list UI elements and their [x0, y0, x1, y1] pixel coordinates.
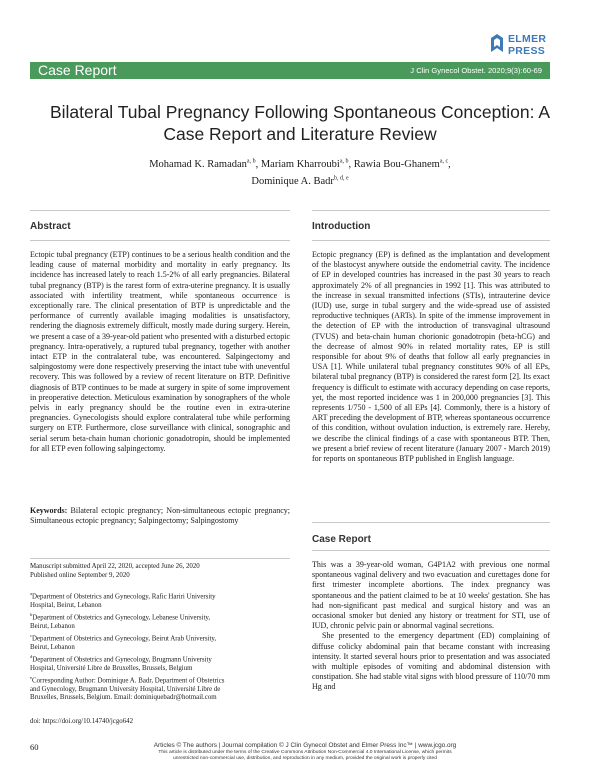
- author: Mariam Kharroubi$^{a, b}$,: [260, 158, 354, 170]
- column-divider: [30, 210, 290, 211]
- manuscript-dates: Manuscript submitted April 22, 2020, accepted June 26, 2020 Published online September 9, 2020: [30, 563, 200, 580]
- journal-citation: J Clin Gynecol Obstet. 2020;9(3):60-69: [410, 66, 542, 75]
- article-title: Bilateral Tubal Pregnancy Following Spontaneous Conception: A Case Report and Literature Review: [49, 102, 551, 144]
- header-banner: [30, 62, 550, 79]
- article-type: Case Report: [38, 62, 117, 78]
- author-list: [40, 154, 560, 189]
- publisher-logo: [489, 30, 553, 66]
- affiliations: [30, 590, 230, 704]
- case-report-text: This was a 39-year-old woman, G4P1A2 with previous one normal spontaneous vaginal delivery and two evacuation and curettages done for first trimester incomplete abortions. The index pregnancy was spontaneous and the patient claimed to be at 10 weeks' gestation. She has had non-significant past medical and surgical history and was an occasional smoker but denied any history or treatment for STI, use of IUD, chronic pelvic pain or abnormal vaginal secretions. She presented to the emergency department (ED) complaining of diffuse colicky abdominal pain that became constant with increasing intensity. It started several hours prior to presentation and was associated with multiple episodes of vomiting and abdominal distension with constipation. She had stable vital signs with blood pressure of 110/70 mm Hg and: [312, 560, 550, 692]
- abstract-heading: Abstract: [30, 221, 71, 232]
- abstract-text: Ectopic tubal pregnancy (ETP) continues to be a serious health condition and the leading cause of maternal morbidity and mortality in early pregnancy. Its incidence has increased lately to reach 1.5-2% of all early pregnancies. Bilateral tubal pregnancy (BTP) is the rarest form of extra-uterine pregnancy. It is usually associated with infertility treatment, while spontaneous occurrence is exceptionally rare. The clinical presentation of BTP is unpredictable and the performance of currently available imaging modalities is unsatisfactory, rendering the diagnosis extremely difficult, mostly made during surgery. Herein, we present a case of a 39-year-old patient who presented with a disturbed ectopic pregnancy. Intra-operatively, a ruptured tubal pregnancy, together with another intact ETP in the contralateral tube, was encountered. Salpingectomy and salpingostomy were done respectively preserving the intact tube with uneventful recovery. This was followed by a review of recent literature on BTP. Definitive diagnosis of BTP continues to be made at surgery in spite of some improvement in preoperative detection. Meticulous examination by sonographers of the whole pelvis in early pregnancy should be the routine even in extra-uterine pregnancies. Gynecologists should explore contralateral tube while performing surgery on ETP. Furthermore, close surveillance with clinical, sonographic and serial serum beta-chain human chorionic gonadotropin, should be implemented for all ETP even following salpingectomy.: [30, 250, 290, 453]
- copyright-line: Articles © The authors | Journal compilation © J Clin Gynecol Obstet and Elmer Press Inc™ | www.jcgo.org: [153, 742, 457, 749]
- keywords: Keywords: Bilateral ectopic pregnancy; Non-simultaneous ectopic pregnancy; Simultaneous ectopic pregnancy; Salpingectomy; Salpingostomy: [30, 506, 290, 526]
- affiliation: $^d$Department of Obstetrics and Gynecology, Brugmann University Hospital, Université Libre de Bruxelles, Brussels, Belgium: [30, 653, 212, 672]
- column-divider: [312, 550, 550, 551]
- corresponding-author: $^e$Corresponding Author: Dominique A. Badr, Department of Obstetrics and Gynecology, Brugmann University Hospital, Université Libre de Bruxelles, Brussels, Belgium. Email: dominiquebadr@hotmail.com: [30, 674, 225, 702]
- author: Mohamad K. Ramadan$^{a, b}$,: [149, 158, 261, 170]
- column-divider: [312, 240, 550, 241]
- case-report-heading: Case Report: [312, 534, 371, 545]
- license-line: unrestricted non-commercial use, distribution, and reproduction in any medium, provided the original work is properly cited: [173, 756, 437, 762]
- column-divider: [312, 210, 550, 211]
- logo-text: ELMER PRESS: [508, 33, 547, 57]
- page-footer: [60, 742, 550, 762]
- page-number: 60: [30, 742, 39, 752]
- column-divider: [30, 240, 290, 241]
- affiliation: $^a$Department of Obstetrics and Gynecology, Rafic Hariri University Hospital, Beirut, Lebanon: [30, 591, 216, 609]
- introduction-heading: Introduction: [312, 221, 371, 232]
- column-divider: [312, 522, 550, 523]
- elmer-press-logo-icon: [489, 32, 505, 54]
- introduction-text: Ectopic pregnancy (EP) is defined as the implantation and development of the blastocyst anywhere outside the endometrial cavity. The incidence of EP in developed countries has increased in the past 30 years to reach approximately 2% of all pregnancies in 1992 [1]. This was attributed to the increase in sexual transmitted infections (STIs), intrauterine device (IUD) use, surge in tubal surgery and the wide-spread use of assisted reproductive techniques (ARTs). In spite of the immense improvement in the detection of EP with the introduction of transvaginal ultrasound (TVUS) and beta-chain human chorionic gonadotropin (beta-hCG) and the decrease of almost 90% in related mortality rates, EP is still responsible for about 9% of deaths that follow all early pregnancies in USA [1]. While unilateral tubal pregnancy constitutes 90% of all EPs, bilateral tubal pregnancy (BTP) is considered the rarest form [2]. Its exact frequency is difficult to estimate with accuracy depending on case reports, yet, the most reported incidence was 1 in 200,000 pregnancies [3]. This represents 1/750 - 1,500 of all EPs [4]. Commonly, there is a history of ART preceding the development of BTP, whereas spontaneous occurrence of this condition, without ovulation induction, is extremely rare. Hereby, we describe the clinical findings of a case with spontaneous BTP. Then, we present a brief review of recent literature (January 2007 - March 2019) for reports on spontaneous BTP published in English language.: [312, 250, 550, 464]
- affiliation: $^c$Department of Obstetrics and Gynecology, Beirut Arab University, Beirut, Lebanon: [30, 632, 217, 651]
- column-divider: [30, 558, 290, 559]
- author: Rawia Bou-Ghanem$^{a, c}$,: [353, 158, 451, 170]
- license-line: This article is distributed under the terms of the Creative Commons Attribution Non-Commercial 4.0 International License, which permits: [158, 750, 452, 755]
- doi-link[interactable]: doi: https://doi.org/10.14740/jcgo642: [30, 718, 134, 725]
- affiliation: $^b$Department of Obstetrics and Gynecology, Lebanese University, Beirut, Lebanon: [30, 611, 211, 630]
- author: Dominique A. Badr$^{b, d, e}$: [251, 175, 349, 187]
